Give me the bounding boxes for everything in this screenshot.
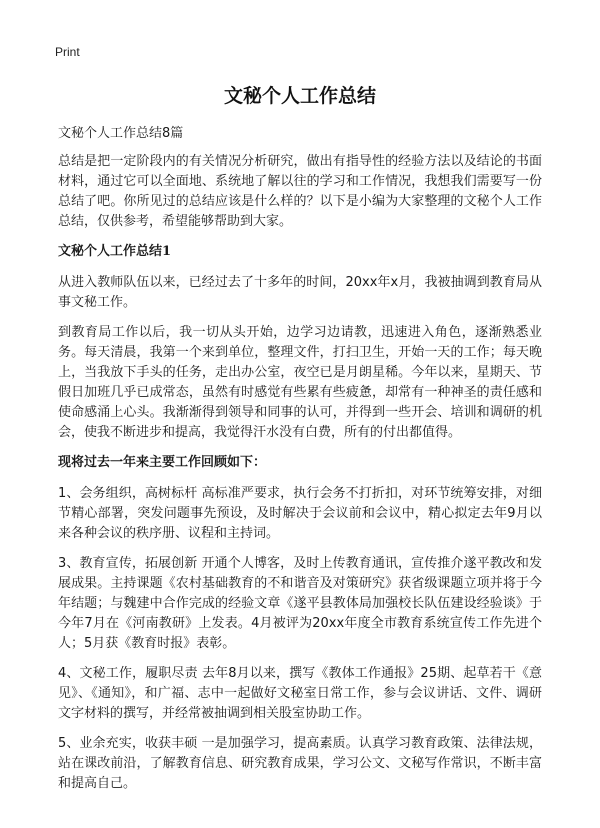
page-title: 文秘个人工作总结 — [223, 85, 376, 107]
section-heading: 文秘个人工作总结1 — [58, 244, 172, 259]
list-item: 1、会务组织，高树标杆 高标准严要求，执行会务不打折扣，对环节统筹安排，对细节精心部署，突发问题事先预设，及时解决于会议前和会议中，精心拟定去年9月以来各种会议的秩序册、议程和主持词。 — [58, 486, 542, 541]
print-link[interactable]: Print — [55, 45, 80, 59]
document-subtitle: 文秘个人工作总结8篇 — [58, 126, 184, 141]
list-item: 5、业余充实，收获丰硕 一是加强学习，提高素质。认真学习教育政策、法律法规，站在课改前沿，了解教育信息、研究教育成果，学习公文、文秘写作常识，不断丰富和提高自己。 — [58, 736, 542, 791]
intro-paragraph: 总结是把一定阶段内的有关情况分析研究，做出有指导性的经验方法以及结论的书面材料，通过它可以全面地、系统地了解以往的学习和工作情况，我想我们需要写一份总结了吧。你所见过的总结应该是什么样的？以下是小编为大家整理的文秘个人工作总结，仅供参考，希望能够帮助到大家。 — [58, 154, 542, 229]
list-item: 3、教育宣传，拓展创新 开通个人博客，及时上传教育通讯，宣传推介遂平教改和发展成果。主持课题《农村基础教育的不和谐音及对策研究》获省级课题立项并将于今年结题；与魏建中合作完成的经验文章《遂平县教体局加强校长队伍建设经验谈》于今年7月在《河南教研》上发表。4月被评为20xx年度全市教育系统宣传工作先进个人；5月获《教育时报》表彰。 — [58, 556, 542, 651]
list-item: 4、文秘工作，履职尽责 去年8月以来，撰写《教体工作通报》25期、起草若干《意见》、《通知》，和广福、志中一起做好文秘室日常工作，参与会议讲话、文件、调研文字材料的撰写，并经常被抽调到相关股室协助工作。 — [58, 666, 542, 721]
paragraph: 从进入教师队伍以来，已经过去了十多年的时间，20xx年x月，我被抽调到教育局从事文秘工作。 — [58, 275, 542, 310]
paragraph: 到教育局工作以后，我一切从头开始，边学习边请教，迅速进入角色，逐渐熟悉业务。每天清晨，我第一个来到单位，整理文件，打扫卫生，开始一天的工作；每天晚上，当我放下手头的任务，走出办公室，夜空已是月朗星稀。今年以来，星期天、节假日加班几乎已成常态，虽然有时感觉有些累有些疲惫，却常有一种神圣的责任感和使命感涌上心头。我渐渐得到领导和同事的认可，并得到一些开会、培训和调研的机会，使我不断进步和提高，我觉得汗水没有白费，所有的付出都值得。 — [58, 325, 542, 440]
review-heading: 现将过去一年来主要工作回顾如下： — [58, 455, 267, 470]
document-body — [58, 124, 542, 804]
